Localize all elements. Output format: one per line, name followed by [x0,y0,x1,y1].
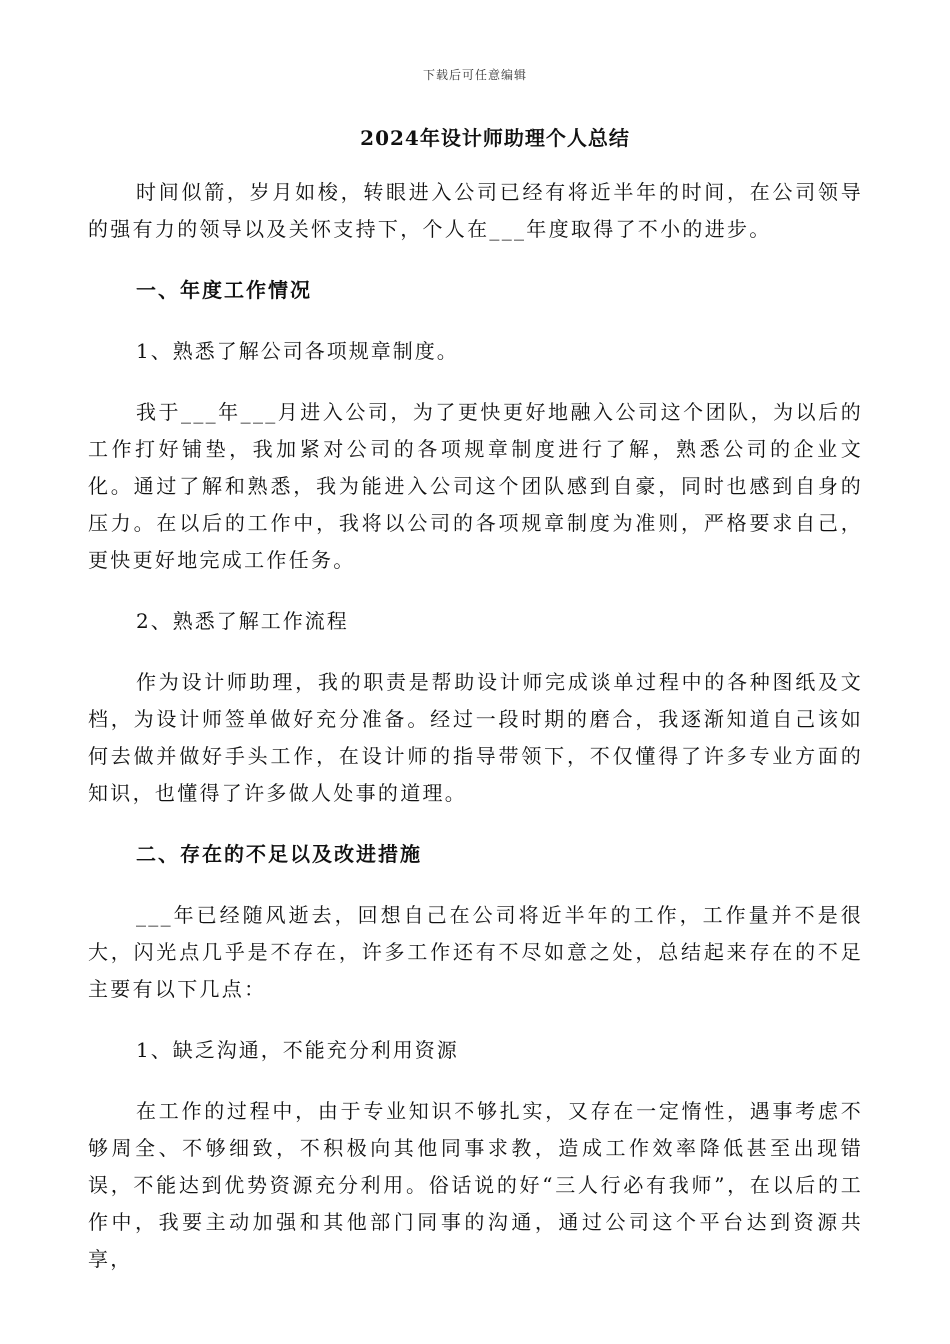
paragraph-rules: 我于___年___月进入公司，为了更快更好地融入公司这个团队，为以后的工作打好铺垫，我加紧对公司的各项规章制度进行了解，熟悉公司的企业文化。通过了解和熟悉，我为能进入公司这个团队感到自豪，同时也感到自身的压力。在以后的工作中，我将以公司的各项规章制度为准则，严格要求自己，更快更好地完成工作任务。 [88,400,863,572]
document-body [88,174,863,1302]
section-heading-annual-work: 一、年度工作情况 [136,278,312,302]
subheading-communication: 1、缺乏沟通，不能充分利用资源 [136,1038,459,1062]
intro-paragraph: 时间似箭，岁月如梭，转眼进入公司已经有将近半年的时间，在公司领导的强有力的领导以及关怀支持下，个人在___年度取得了不小的进步。 [88,180,863,241]
document-title: 2024年设计师助理个人总结 [360,126,630,150]
subheading-rules: 1、熟悉了解公司各项规章制度。 [136,339,459,363]
subheading-workflow: 2、熟悉了解工作流程 [136,609,349,633]
header-watermark: 下载后可任意编辑 [422,68,527,82]
paragraph-communication: 在工作的过程中，由于专业知识不够扎实，又存在一定惰性，遇事考虑不够周全、不够细致，不积极向其他同事求教，造成工作效率降低甚至出现错误，不能达到优势资源充分利用。俗话说的好“三人行必有我师”，在以后的工作中，我要主动加强和其他部门同事的沟通，通过公司这个平台达到资源共享， [88,1099,863,1271]
paragraph-workflow: 作为设计师助理，我的职责是帮助设计师完成谈单过程中的各种图纸及文档，为设计师签单做好充分准备。经过一段时期的磨合，我逐渐知道自己该如何去做并做好手头工作，在设计师的指导带领下，不仅懂得了许多专业方面的知识，也懂得了许多做人处事的道理。 [88,670,863,805]
section-heading-shortcomings: 二、存在的不足以及改进措施 [136,842,422,866]
paragraph-shortcomings: ___年已经随风逝去，回想自己在公司将近半年的工作，工作量并不是很大，闪光点几乎是不存在，许多工作还有不尽如意之处，总结起来存在的不足主要有以下几点： [88,903,863,1001]
